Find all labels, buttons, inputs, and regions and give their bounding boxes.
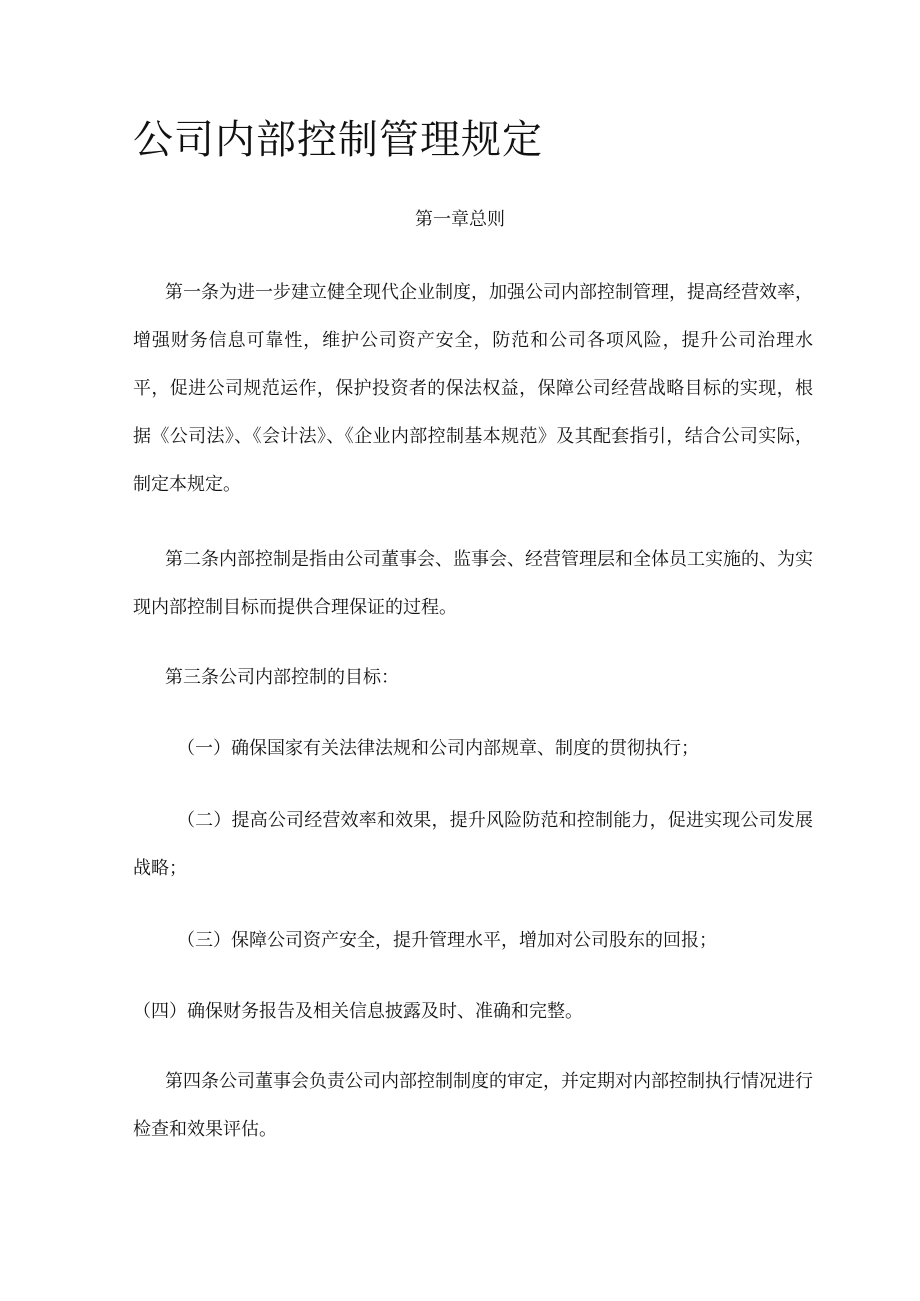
article-3-paragraph: 第三条公司内部控制的目标： xyxy=(165,667,399,688)
chapter-heading: 第一章总则 xyxy=(415,209,505,230)
goal-1-item: （一）确保国家有关法律法规和公司内部规章、制度的贯彻执行； xyxy=(177,738,699,759)
goal-3-item: （三）保障公司资产安全，提升管理水平，增加对公司股东的回报； xyxy=(177,930,717,951)
document-title: 公司内部控制管理规定 xyxy=(133,117,543,163)
goal-2-item: （二）提高公司经营效率和效果，提升风险防范和控制能力，促进实现公司发展战略； xyxy=(133,810,813,879)
article-2-paragraph: 第二条内部控制是指由公司董事会、监事会、经营管理层和全体员工实施的、为实现内部控制目标而提供合理保证的过程。 xyxy=(133,549,813,618)
article-1-paragraph: 第一条为进一步建立健全现代企业制度，加强公司内部控制管理，提高经营效率，增强财务信息可靠性，维护公司资产安全，防范和公司各项风险，提升公司治理水平，促进公司规范运作，保护投资者的保法权益，保障公司经营战略目标的实现，根据《公司法》、《会计法》、《企业内部控制基本规范》及其配套指引，结合公司实际，制定本规定。 xyxy=(133,282,813,495)
article-4-paragraph: 第四条公司董事会负责公司内部控制制度的审定，并定期对内部控制执行情况进行检查和效果评估。 xyxy=(133,1071,813,1140)
goal-4-item: （四）确保财务报告及相关信息披露及时、准确和完整。 xyxy=(133,1001,583,1022)
